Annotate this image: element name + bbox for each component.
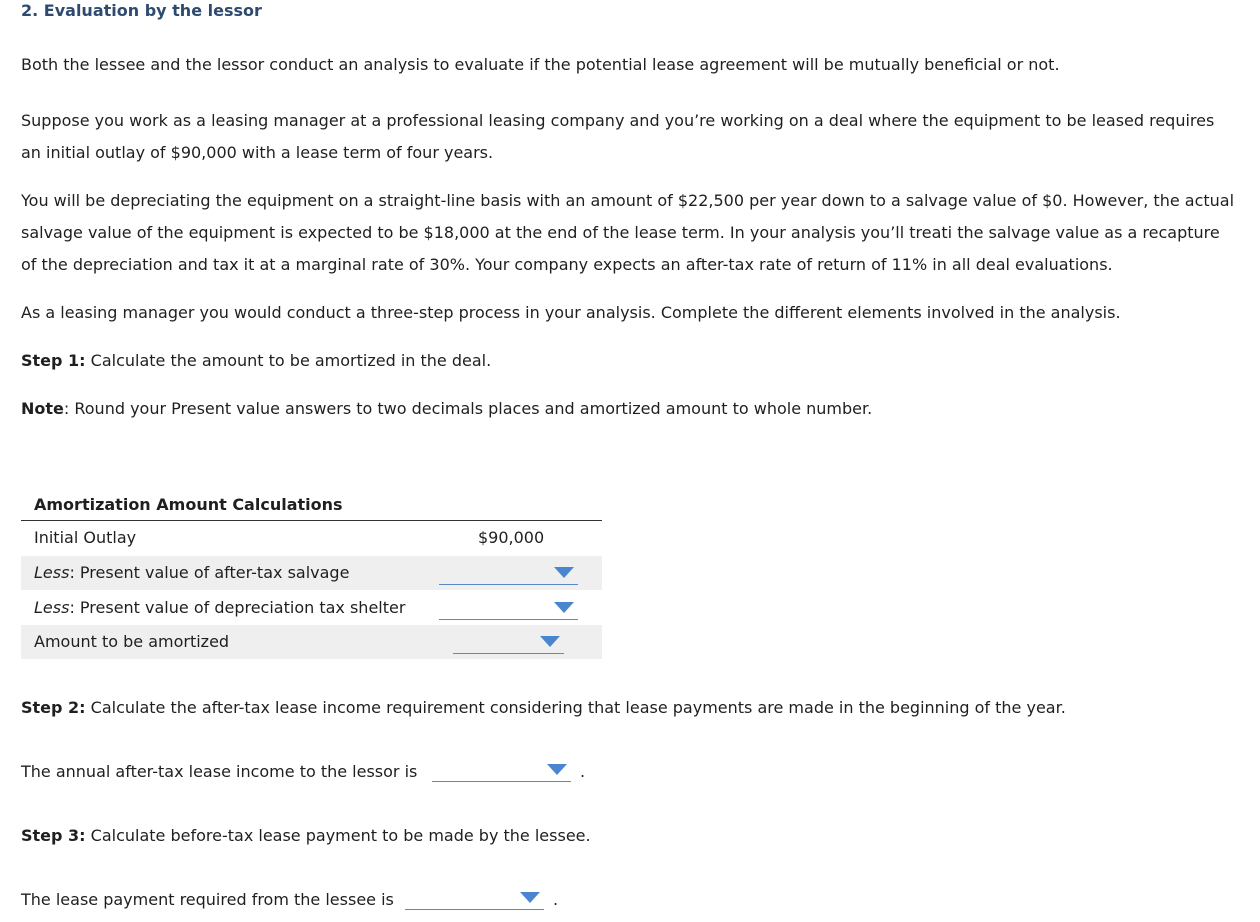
table-row-amount-amortized bbox=[21, 625, 602, 659]
step3-sentence: The lease payment required from the lessee is bbox=[21, 890, 394, 909]
note-label: Note bbox=[21, 399, 64, 418]
pv-salvage-prefix: Less bbox=[34, 563, 70, 582]
pv-depreciation-text: : Present value of depreciation tax shelter bbox=[69, 598, 406, 617]
step1-label: Step 1: bbox=[21, 351, 86, 370]
caret-down-icon bbox=[547, 764, 567, 775]
step2-label: Step 2: bbox=[21, 698, 86, 717]
process-paragraph: As a leasing manager you would conduct a three-step process in your analysis. Complete the different elements involved in the analysis. bbox=[21, 303, 1121, 322]
lease-payment-dropdown[interactable] bbox=[405, 883, 544, 910]
pv-salvage-label bbox=[34, 563, 349, 582]
step2-sentence: The annual after-tax lease income to the lessor is bbox=[21, 762, 418, 781]
scenario-line-1: Suppose you work as a leasing manager at a professional leasing company and you’re working on a deal where the equipment to be leased requires bbox=[21, 111, 1215, 130]
amount-amortized-label: Amount to be amortized bbox=[34, 632, 230, 651]
amount-amortized-dropdown[interactable] bbox=[453, 627, 564, 654]
step3-label: Step 3: bbox=[21, 826, 86, 845]
step3-paragraph bbox=[21, 820, 591, 852]
initial-outlay-label: Initial Outlay bbox=[34, 528, 137, 547]
note-paragraph bbox=[21, 393, 872, 425]
pv-salvage-dropdown[interactable] bbox=[439, 558, 578, 585]
section-heading: 2. Evaluation by the lessor bbox=[21, 1, 262, 20]
step2-paragraph bbox=[21, 692, 1066, 724]
depreciation-line-1: You will be depreciating the equipment on a straight-line basis with an amount of $22,500 per year down to a salvage value of $0. However, the actual bbox=[21, 191, 1235, 210]
step2-text: Calculate the after-tax lease income requirement considering that lease payments are made in the beginning of the year. bbox=[85, 698, 1066, 717]
step3-text: Calculate before-tax lease payment to be made by the lessee. bbox=[85, 826, 591, 845]
after-tax-income-dropdown[interactable] bbox=[432, 755, 571, 782]
step1-paragraph bbox=[21, 345, 491, 377]
depreciation-line-2: salvage value of the equipment is expected to be $18,000 at the end of the lease term. In your analysis you’ll treati the salvage value as a recapture bbox=[21, 223, 1220, 242]
caret-down-icon bbox=[554, 567, 574, 578]
step1-text: Calculate the amount to be amortized in the deal. bbox=[85, 351, 492, 370]
table-row-pv-salvage bbox=[21, 556, 602, 590]
initial-outlay-value: $90,000 bbox=[478, 528, 545, 547]
scenario-line-2: an initial outlay of $90,000 with a lease term of four years. bbox=[21, 143, 494, 162]
pv-depreciation-label bbox=[34, 598, 405, 617]
pv-depreciation-prefix: Less bbox=[34, 598, 70, 617]
table-row-initial-outlay bbox=[21, 521, 602, 555]
intro-paragraph: Both the lessee and the lessor conduct an analysis to evaluate if the potential lease agreement will be mutually beneficial or not. bbox=[21, 55, 1060, 74]
caret-down-icon bbox=[554, 602, 574, 613]
step3-period: . bbox=[553, 890, 559, 909]
pv-salvage-text: : Present value of after-tax salvage bbox=[69, 563, 350, 582]
pv-depreciation-dropdown[interactable] bbox=[439, 593, 578, 620]
table-title: Amortization Amount Calculations bbox=[34, 495, 343, 514]
step2-period: . bbox=[580, 762, 586, 781]
table-row-pv-depreciation bbox=[21, 591, 602, 625]
depreciation-line-3: of the depreciation and tax it at a marginal rate of 30%. Your company expects an after-tax rate of return of 11% in all deal evaluations. bbox=[21, 255, 1113, 274]
note-text: : Round your Present value answers to two decimals places and amortized amount to whole number. bbox=[63, 399, 873, 418]
caret-down-icon bbox=[540, 636, 560, 647]
caret-down-icon bbox=[520, 892, 540, 903]
